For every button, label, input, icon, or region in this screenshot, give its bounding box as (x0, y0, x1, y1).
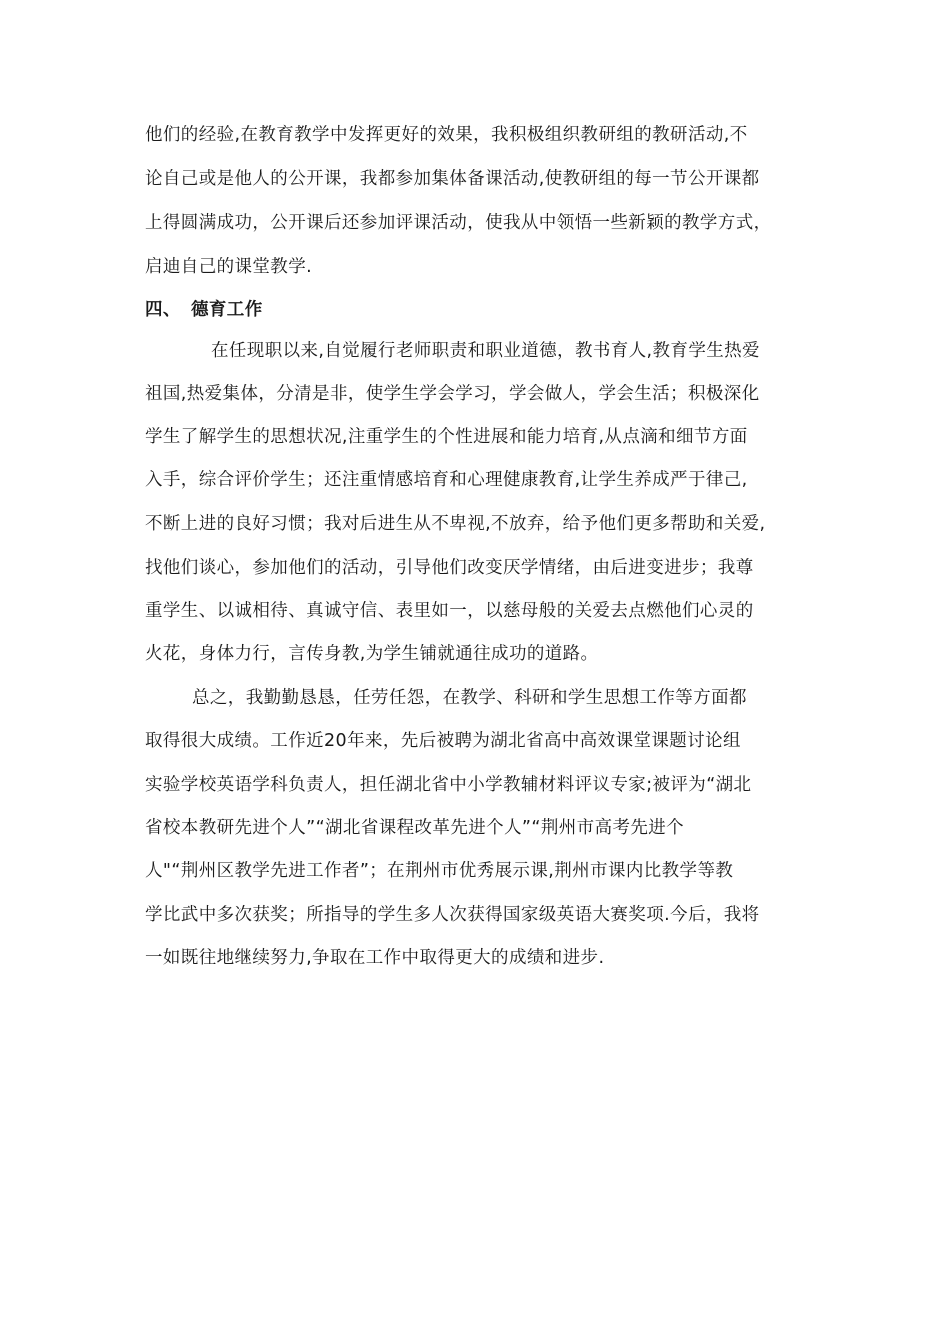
para2-line-2: 祖国,热爱集体，分清是非，使学生学会学习，学会做人，学会生活；积极深化 (145, 384, 760, 404)
para3-line-4: 省校本教研先进个人”“湖北省课程改革先进个人”“荆州市高考先进个 (145, 818, 685, 838)
para3-line-7: 一如既往地继续努力,争取在工作中取得更大的成绩和进步. (145, 948, 605, 968)
para3-line-1: 总之，我勤勤恳恳，任劳任怨，在教学、科研和学生思想工作等方面都 (192, 688, 747, 708)
para2-line-3: 学生了解学生的思想状况,注重学生的个性进展和能力培育,从点滴和细节方面 (145, 427, 748, 447)
para1-line-2: 论自己或是他人的公开课，我都参加集体备课活动,使教研组的每一节公开课都 (145, 169, 760, 189)
para3-line-3: 实验学校英语学科负责人，担任湖北省中小学教辅材料评议专家;被评为“湖北 (145, 775, 752, 795)
para1-line-1: 他们的经验,在教育教学中发挥更好的效果，我积极组织教研组的教研活动,不 (145, 125, 748, 145)
section-heading (145, 298, 263, 322)
para1-line-3: 上得圆满成功，公开课后还参加评课活动，使我从中领悟一些新颖的教学方式， (145, 213, 772, 233)
para3-line-5: 人"“荆州区教学先进工作者”；在荆州市优秀展示课,荆州市课内比教学等教 (145, 861, 734, 881)
section-number: 四、 (145, 300, 181, 320)
para3-line-6: 学比武中多次获奖；所指导的学生多人次获得国家级英语大赛奖项.今后，我将 (145, 905, 760, 925)
para2-line-8: 火花，身体力行，言传身教,为学生铺就通往成功的道路。 (145, 644, 599, 664)
para1-line-4: 启迪自己的课堂教学. (145, 257, 313, 277)
para2-line-6: 找他们谈心，参加他们的活动，引导他们改变厌学情绪，由后进变进步；我尊 (145, 558, 754, 578)
para2-line-7: 重学生、以诚相待、真诚守信、表里如一，以慈母般的关爱去点燃他们心灵的 (145, 601, 754, 621)
para2-line-4: 入手，综合评价学生；还注重情感培育和心理健康教育,让学生养成严于律己, (145, 470, 748, 490)
section-title: 德育工作 (191, 300, 263, 320)
para3-line-2: 取得很大成绩。工作近20年来，先后被聘为湖北省高中高效课堂课题讨论组 (145, 731, 741, 751)
para2-line-5: 不断上进的良好习惯；我对后进生从不卑视,不放弃，给予他们更多帮助和关爱, (145, 514, 766, 534)
para2-line-1: 在任现职以来,自觉履行老师职责和职业道德，教书育人,教育学生热爱 (211, 341, 760, 361)
